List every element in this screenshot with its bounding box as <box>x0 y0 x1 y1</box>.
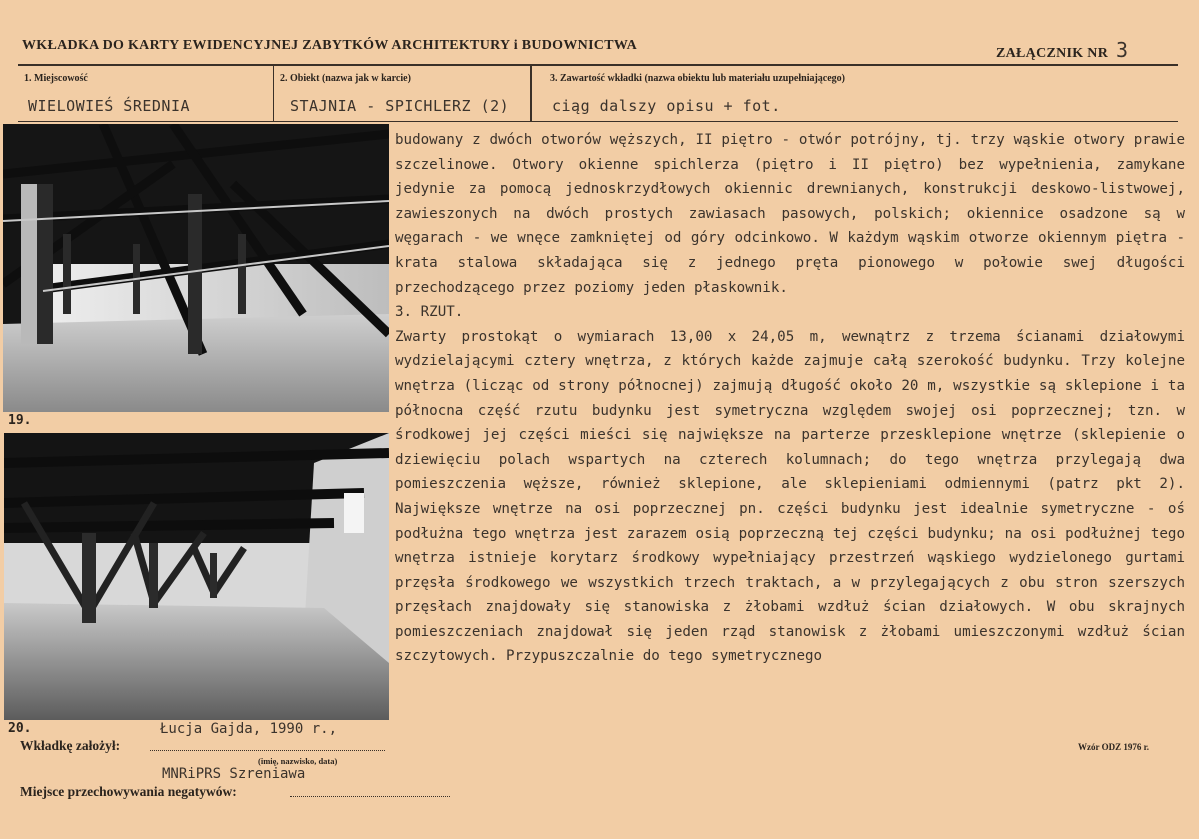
field-bottom-rule <box>18 121 1178 122</box>
content-value: ciąg dalszy opisu + fot. <box>552 97 781 115</box>
author-dotline <box>150 750 385 751</box>
object-label: 2. Obiekt (nazwa jak w karcie) <box>280 73 411 84</box>
description-text <box>395 128 1185 669</box>
top-rule <box>18 64 1178 66</box>
annex-label: ZAŁĄCZNIK NR <box>996 46 1109 61</box>
section-heading-rzut: 3. RZUT. <box>395 304 464 321</box>
author-label: Wkładkę założył: <box>20 738 121 753</box>
field-divider-2 <box>530 66 532 122</box>
photo-attic-truss <box>3 124 389 412</box>
storage-label: Miejsce przechowywania negatywów: <box>20 784 237 799</box>
photo-attic-interior <box>4 433 389 720</box>
field-divider-1 <box>273 66 274 122</box>
annex-heading <box>996 38 1128 62</box>
author-value: Łucja Gajda, 1990 r., <box>160 721 338 737</box>
place-value: WIELOWIEŚ ŚREDNIA <box>28 97 191 115</box>
content-label: 3. Zawartość wkładki (nazwa obiektu lub materiału uzupełniającego) <box>550 73 846 84</box>
storage-dotline <box>290 796 450 797</box>
author-hint: (imię, nazwisko, data) <box>258 756 338 766</box>
description-paragraph-1: budowany z dwóch otworów węższych, II piętro - otwór potrójny, tj. trzy wąskie otwory prawie szczelinowe. Otwory okienne spichlerza (piętro i II piętro) bez wypełnienia, zamykane jedynie za pomocą jednoskrzydłowych okiennic drewnianych, konstrukcji deskowo-listwowej, zawieszonych na dwóch prostych zawiasach pasowych, polskich; okiennice osadzone są w węgarach - we wnęce zamkniętej od góry odcinkowo. W każdym wąskim otworze okiennym piętra - krata stalowa składająca się z jednego pręta pionowego w połowie swej długości przechodzącego przez poziomy jeden płaskownik. <box>395 132 1185 296</box>
photo-label-top: 19. <box>8 413 32 428</box>
card-title: WKŁADKA DO KARTY EWIDENCYJNEJ ZABYTKÓW ARCHITEKTURY i BUDOWNICTWA <box>22 38 638 53</box>
photo-label-bottom: 20. <box>8 721 32 736</box>
institution-value: MNRiPRS Szreniawa <box>162 766 306 782</box>
place-label: 1. Miejscowość <box>24 73 88 84</box>
form-code: Wzór ODZ 1976 r. <box>1078 742 1149 752</box>
annex-number: 3 <box>1115 38 1129 62</box>
description-paragraph-2: Zwarty prostokąt o wymiarach 13,00 x 24,05 m, wewnątrz z trzema ścianami działowymi wydzielającymi cztery wnętrza, z których każde zajmuje całą szerokość budynku. Trzy kolejne wnętrza (licząc od strony północnej) zajmują długość około 20 m, wszystkie są sklepione i ta północna część rzutu budynku jest symetryczna względem swojej osi poprzecznej; tzn. w środkowej jej części mieści się największe na parterze przesklepione wnętrze (sklepienie o dziewięciu polach wspartych na czterech kolumnach; do tego wnętrza przylegają dwa pomieszczenia węższe, również sklepione, ale sklepieniami odmiennymi (patrz pkt 2). Największe wnętrze na osi poprzecznej pn. części budynku jest idealnie symetryczne - oś podłużna tego wnętrza jest zarazem osią poprzeczną tej części budynku; na osi podłużnej tego wnętrza istnieje korytarz środkowy wypełniający przestrzeń wąskiego wydzielonego gurtami przęsła środkowego we wszystkich trzech traktach, a w przylegających z obu stron szerszych przęsłach znajdowały się stanowiska z żłobami wzdłuż ścian działowych. W obu skrajnych pomieszczeniach znajdował się jeden rząd stanowisk z żłobami umieszczonymi wzdłuż ścian szczytowych. Przypuszczalnie do tego symetrycznego <box>395 328 1185 665</box>
object-value: STAJNIA - SPICHLERZ (2) <box>290 97 510 115</box>
